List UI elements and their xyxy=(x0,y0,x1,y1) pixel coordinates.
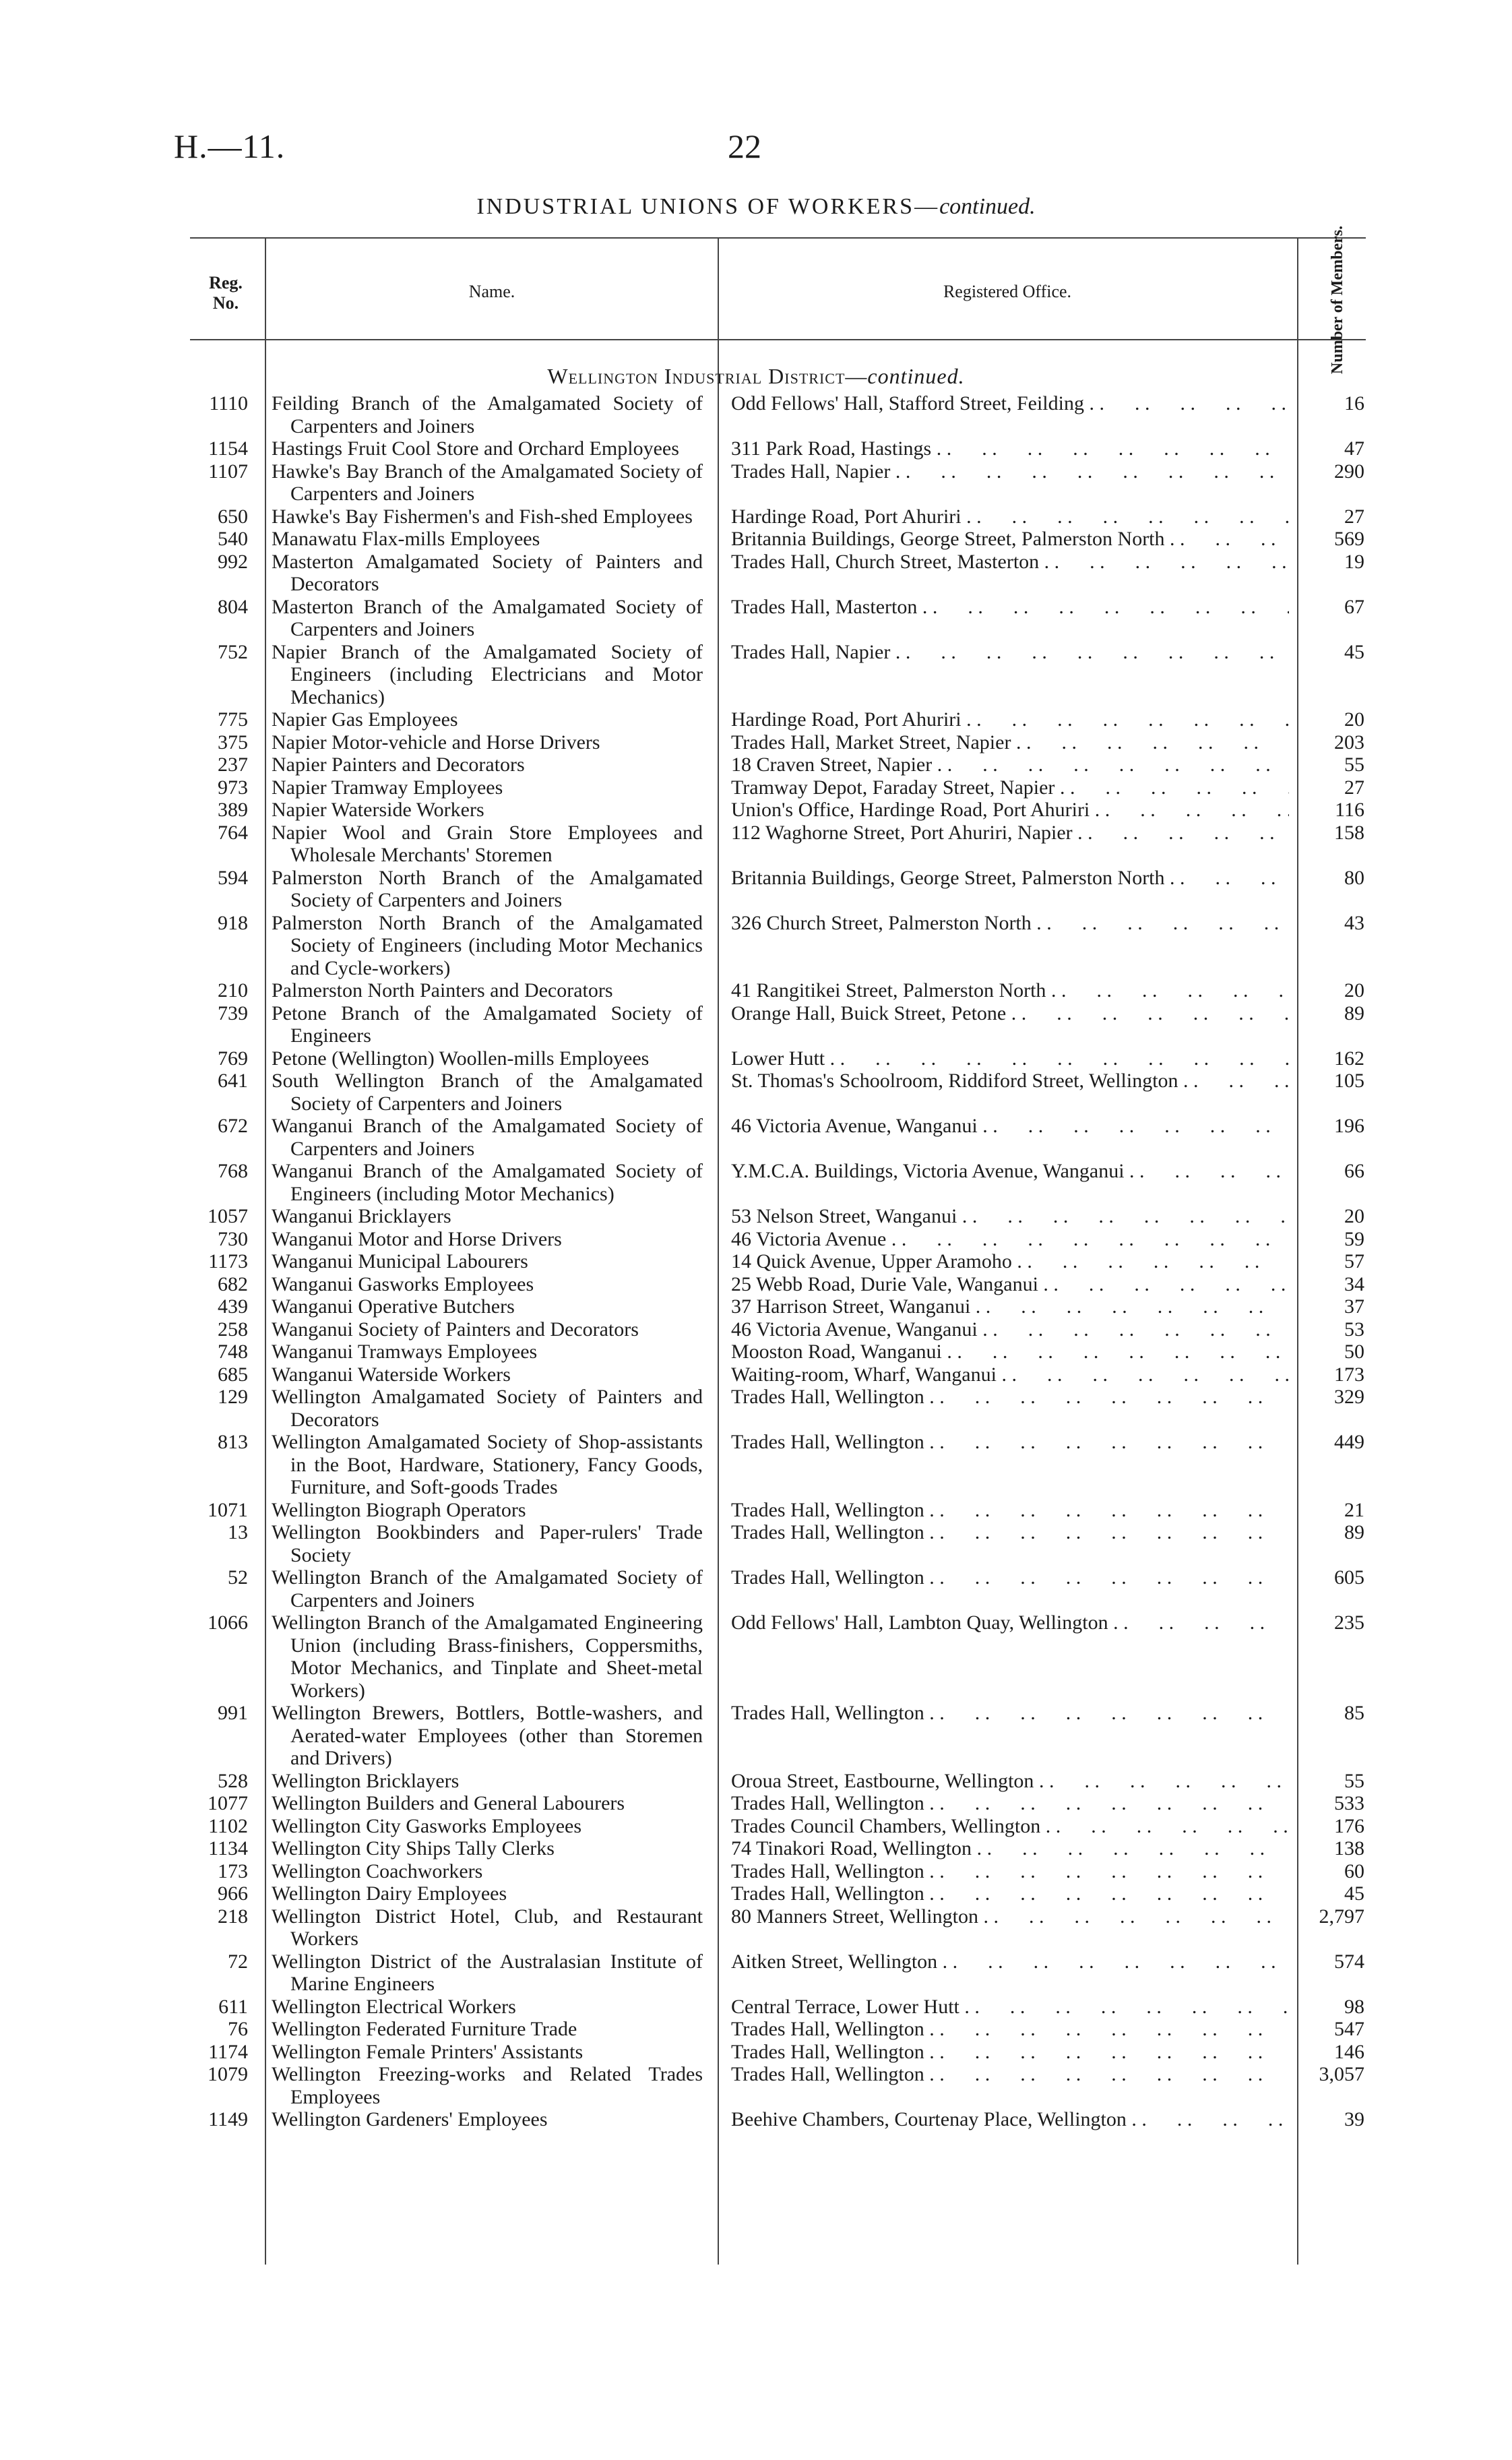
reg-number: 1174 xyxy=(208,2040,248,2063)
union-name: Wellington City Ships Tally Clerks xyxy=(272,1837,555,1859)
table-row xyxy=(0,1386,1512,1431)
reg-number: 540 xyxy=(218,528,248,550)
reg-number: 641 xyxy=(218,1070,248,1092)
registered-office: Britannia Buildings, George Street, Palmerston North . . xyxy=(731,528,1289,551)
table-row xyxy=(0,1273,1512,1296)
member-count: 290 xyxy=(1334,460,1364,483)
table-row xyxy=(0,1070,1512,1115)
member-count: 55 xyxy=(1344,1769,1364,1792)
member-count: 20 xyxy=(1344,979,1364,1002)
table-row xyxy=(0,1566,1512,1611)
union-name: Palmerston North Branch of the Amalgamated Society of Engineers (including Motor Mechanics and Cycle-workers) xyxy=(272,911,703,979)
registered-office: Orange Hall, Buick Street, Petone . . xyxy=(731,1002,1289,1025)
union-name: Wellington Amalgamated Society of Shop-assistants in the Boot, Hardware, Stationery, Fancy Goods, Furniture, and Soft-goods Trades xyxy=(272,1431,703,1498)
table-row xyxy=(0,1002,1512,1047)
union-name: Wanganui Municipal Labourers xyxy=(272,1250,528,1272)
member-count: 547 xyxy=(1334,2018,1364,2040)
table-row xyxy=(0,2108,1512,2131)
table-row xyxy=(0,1860,1512,1883)
union-name: Feilding Branch of the Amalgamated Society of Carpenters and Joiners xyxy=(272,392,703,437)
table-row xyxy=(0,1770,1512,1793)
registered-office: Trades Hall, Wellington . . xyxy=(731,1860,1289,1883)
member-count: 574 xyxy=(1334,1950,1364,1973)
table-row xyxy=(0,1702,1512,1770)
member-count: 19 xyxy=(1344,550,1364,573)
union-name: Wanganui Branch of the Amalgamated Society of Carpenters and Joiners xyxy=(272,1115,703,1160)
table-row xyxy=(0,1115,1512,1160)
table-row xyxy=(0,392,1512,437)
registered-office: Union's Office, Hardinge Road, Port Ahuriri . . xyxy=(731,799,1289,822)
member-count: 89 xyxy=(1344,1002,1364,1024)
table-row xyxy=(0,1295,1512,1318)
table-row xyxy=(0,1205,1512,1228)
registered-office: Odd Fellows' Hall, Stafford Street, Feilding . . xyxy=(731,392,1289,415)
page-number: 22 xyxy=(728,127,761,165)
union-name: Hawke's Bay Branch of the Amalgamated Society of Carpenters and Joiners xyxy=(272,460,703,505)
union-name: Wanganui Bricklayers xyxy=(272,1205,451,1227)
table-row xyxy=(0,528,1512,551)
union-name: Napier Tramway Employees xyxy=(272,776,503,799)
registered-office: 46 Victoria Avenue . . xyxy=(731,1228,1289,1251)
union-name: Wanganui Branch of the Amalgamated Society of Engineers (including Motor Mechanics) xyxy=(272,1160,703,1205)
reg-number: 813 xyxy=(218,1431,248,1453)
reg-number: 1102 xyxy=(208,1814,248,1837)
reg-number: 966 xyxy=(218,1882,248,1905)
reg-number: 210 xyxy=(218,979,248,1002)
column-header-name: Name. xyxy=(468,282,515,301)
table-row xyxy=(0,505,1512,528)
registered-office: Trades Hall, Wellington . . xyxy=(731,1882,1289,1905)
table-row xyxy=(0,1228,1512,1251)
page-reference: H.—11. xyxy=(174,127,286,165)
registered-office: Trades Hall, Wellington . . xyxy=(731,1386,1289,1409)
member-count: 34 xyxy=(1344,1272,1364,1295)
reg-number: 764 xyxy=(218,821,248,844)
member-count: 27 xyxy=(1344,776,1364,799)
table-top-rule xyxy=(190,237,1366,239)
table-row xyxy=(0,1318,1512,1341)
union-name: Napier Branch of the Amalgamated Society of Engineers (including Electricians and Motor Mechanics) xyxy=(272,640,703,708)
reg-number: 672 xyxy=(218,1115,248,1137)
union-name: Wellington Dairy Employees xyxy=(272,1882,507,1905)
table-row xyxy=(0,754,1512,776)
member-count: 449 xyxy=(1334,1431,1364,1453)
registered-office: Hardinge Road, Port Ahuriri . . xyxy=(731,708,1289,731)
member-count: 2,797 xyxy=(1319,1905,1364,1928)
registered-office: Oroua Street, Eastbourne, Wellington . . xyxy=(731,1770,1289,1793)
member-count: 533 xyxy=(1334,1792,1364,1814)
union-name: Hawke's Bay Fishermen's and Fish-shed Employees xyxy=(272,505,693,528)
member-count: 20 xyxy=(1344,1205,1364,1227)
union-name: South Wellington Branch of the Amalgamated Society of Carpenters and Joiners xyxy=(272,1070,703,1115)
member-count: 329 xyxy=(1334,1386,1364,1408)
member-count: 605 xyxy=(1334,1566,1364,1589)
registered-office: Trades Hall, Wellington . . xyxy=(731,1702,1289,1725)
registered-office: Britannia Buildings, George Street, Palmerston North . . xyxy=(731,867,1289,890)
table-row xyxy=(0,1996,1512,2019)
registered-office: Trades Hall, Napier . . xyxy=(731,460,1289,483)
table-row xyxy=(0,1499,1512,1522)
reg-number: 1077 xyxy=(208,1792,248,1814)
union-name: Petone (Wellington) Woollen-mills Employees xyxy=(272,1047,650,1070)
table-row xyxy=(0,460,1512,505)
union-name: Wellington Female Printers' Assistants xyxy=(272,2040,584,2063)
title-main: INDUSTRIAL UNIONS OF WORKERS— xyxy=(476,194,940,219)
district-heading xyxy=(0,364,1512,389)
union-name: Wanganui Operative Butchers xyxy=(272,1295,515,1318)
registered-office: Trades Hall, Wellington . . xyxy=(731,1499,1289,1522)
union-name: Wellington City Gasworks Employees xyxy=(272,1814,582,1837)
member-count: 158 xyxy=(1334,821,1364,844)
union-name: Wellington Freezing-works and Related Trades Employees xyxy=(272,2063,703,2108)
reg-number: 1071 xyxy=(208,1498,248,1521)
member-count: 66 xyxy=(1344,1160,1364,1182)
reg-number: 1107 xyxy=(208,460,248,483)
member-count: 235 xyxy=(1334,1611,1364,1634)
member-count: 39 xyxy=(1344,2108,1364,2130)
table-row xyxy=(0,1611,1512,1702)
registered-office: Trades Hall, Wellington . . xyxy=(731,2063,1289,2086)
reg-number: 594 xyxy=(218,866,248,889)
member-count: 138 xyxy=(1334,1837,1364,1859)
reg-number: 775 xyxy=(218,708,248,731)
union-name: Manawatu Flax-mills Employees xyxy=(272,528,540,550)
union-name: Masterton Branch of the Amalgamated Society of Carpenters and Joiners xyxy=(272,595,703,640)
registered-office: Mooston Road, Wanganui . . xyxy=(731,1341,1289,1363)
table-row xyxy=(0,2018,1512,2041)
member-count: 98 xyxy=(1344,1995,1364,2018)
member-count: 16 xyxy=(1344,392,1364,414)
title-continued: continued. xyxy=(939,194,1036,219)
reg-number: 258 xyxy=(218,1318,248,1341)
table-row xyxy=(0,1815,1512,1838)
registered-office: 53 Nelson Street, Wanganui . . xyxy=(731,1205,1289,1228)
registered-office: 112 Waghorne Street, Port Ahuriri, Napier . . xyxy=(731,822,1289,844)
table-row xyxy=(0,596,1512,641)
reg-number: 375 xyxy=(218,731,248,754)
table-row xyxy=(0,1431,1512,1499)
registered-office: 74 Tinakori Road, Wellington . . xyxy=(731,1837,1289,1860)
union-name: Wellington Biograph Operators xyxy=(272,1498,526,1521)
member-count: 173 xyxy=(1334,1363,1364,1386)
table-row xyxy=(0,2063,1512,2108)
member-count: 85 xyxy=(1344,1702,1364,1724)
member-count: 50 xyxy=(1344,1341,1364,1363)
registered-office: Trades Hall, Wellington . . xyxy=(731,2018,1289,2041)
registered-office: Hardinge Road, Port Ahuriri . . xyxy=(731,505,1289,528)
member-count: 59 xyxy=(1344,1227,1364,1250)
reg-number: 1134 xyxy=(208,1837,248,1859)
registered-office: 18 Craven Street, Napier . . xyxy=(731,754,1289,776)
registered-office: Central Terrace, Lower Hutt . . xyxy=(731,1996,1289,2019)
district-continued: continued. xyxy=(867,364,965,388)
union-name: Wellington Electrical Workers xyxy=(272,1995,516,2018)
reg-number: 528 xyxy=(218,1769,248,1792)
member-count: 53 xyxy=(1344,1318,1364,1341)
reg-number: 52 xyxy=(228,1566,248,1589)
reg-number: 439 xyxy=(218,1295,248,1318)
union-name: Wellington Federated Furniture Trade xyxy=(272,2018,577,2040)
registered-office: 80 Manners Street, Wellington . . xyxy=(731,1905,1289,1928)
table-row xyxy=(0,1950,1512,1996)
member-count: 67 xyxy=(1344,595,1364,618)
reg-number: 768 xyxy=(218,1160,248,1182)
reg-number: 611 xyxy=(218,1995,248,2018)
union-table-body xyxy=(0,392,1512,2131)
union-name: Wellington District of the Australasian Institute of Marine Engineers xyxy=(272,1950,703,1995)
table-row xyxy=(0,437,1512,460)
registered-office: Trades Hall, Wellington . . xyxy=(731,1566,1289,1589)
table-row xyxy=(0,2041,1512,2064)
member-count: 20 xyxy=(1344,708,1364,731)
reg-number: 1173 xyxy=(208,1250,248,1272)
registered-office: Lower Hutt . . xyxy=(731,1047,1289,1070)
page-title xyxy=(0,194,1512,220)
member-count: 43 xyxy=(1344,911,1364,934)
registered-office: 41 Rangitikei Street, Palmerston North . . xyxy=(731,979,1289,1002)
registered-office: 37 Harrison Street, Wanganui . . xyxy=(731,1295,1289,1318)
reg-number: 730 xyxy=(218,1227,248,1250)
union-name: Palmerston North Painters and Decorators xyxy=(272,979,613,1002)
union-name: Masterton Amalgamated Society of Painters and Decorators xyxy=(272,550,703,595)
registered-office: Trades Hall, Wellington . . xyxy=(731,1521,1289,1544)
table-row xyxy=(0,641,1512,709)
table-row xyxy=(0,1882,1512,1905)
member-count: 47 xyxy=(1344,437,1364,460)
registered-office: Trades Hall, Wellington . . xyxy=(731,2041,1289,2064)
reg-number: 72 xyxy=(228,1950,248,1973)
reg-number: 918 xyxy=(218,911,248,934)
registered-office: Beehive Chambers, Courtenay Place, Wellington . . xyxy=(731,2108,1289,2131)
header-bottom-rule xyxy=(190,339,1366,340)
registered-office: Waiting-room, Wharf, Wanganui . . xyxy=(731,1363,1289,1386)
union-name: Napier Wool and Grain Store Employees and Wholesale Merchants' Storemen xyxy=(272,821,703,866)
member-count: 55 xyxy=(1344,754,1364,776)
reg-number: 173 xyxy=(218,1859,248,1882)
member-count: 146 xyxy=(1334,2040,1364,2063)
union-name: Wellington Bookbinders and Paper-rulers' Trade Society xyxy=(272,1521,703,1566)
member-count: 196 xyxy=(1334,1115,1364,1137)
reg-number: 1154 xyxy=(208,437,248,460)
union-name: Wanganui Waterside Workers xyxy=(272,1363,511,1386)
registered-office: Trades Hall, Church Street, Masterton . . xyxy=(731,551,1289,574)
registered-office: Y.M.C.A. Buildings, Victoria Avenue, Wanganui . . xyxy=(731,1160,1289,1183)
registered-office: Trades Council Chambers, Wellington . . xyxy=(731,1815,1289,1838)
member-count: 57 xyxy=(1344,1250,1364,1272)
column-header-members: Number of Members. xyxy=(1329,225,1346,375)
table-row xyxy=(0,799,1512,822)
reg-number: 129 xyxy=(218,1386,248,1408)
table-row xyxy=(0,708,1512,731)
registered-office: 46 Victoria Avenue, Wanganui . . xyxy=(731,1115,1289,1138)
reg-number: 991 xyxy=(218,1702,248,1724)
registered-office: Trades Hall, Napier . . xyxy=(731,641,1289,664)
member-count: 37 xyxy=(1344,1295,1364,1318)
reg-number: 804 xyxy=(218,595,248,618)
registered-office: 311 Park Road, Hastings . . xyxy=(731,437,1289,460)
union-name: Napier Gas Employees xyxy=(272,708,458,731)
member-count: 89 xyxy=(1344,1521,1364,1543)
registered-office: Odd Fellows' Hall, Lambton Quay, Wellington . . xyxy=(731,1611,1289,1634)
union-name: Wellington Branch of the Amalgamated Engineering Union (including Brass-finishers, Coppersmiths, Motor Mechanics, and Tinplate and Sheet-metal Workers) xyxy=(272,1611,703,1702)
union-name: Wanganui Society of Painters and Decorators xyxy=(272,1318,639,1341)
union-name: Wellington District Hotel, Club, and Restaurant Workers xyxy=(272,1905,703,1950)
reg-number: 1079 xyxy=(208,2063,248,2085)
member-count: 60 xyxy=(1344,1859,1364,1882)
registered-office: Trades Hall, Masterton . . xyxy=(731,596,1289,619)
union-name: Wellington Bricklayers xyxy=(272,1769,460,1792)
registered-office: 14 Quick Avenue, Upper Aramoho . . xyxy=(731,1250,1289,1273)
table-row xyxy=(0,1363,1512,1386)
union-name: Napier Waterside Workers xyxy=(272,799,484,821)
member-count: 116 xyxy=(1335,799,1364,821)
registered-office: St. Thomas's Schoolroom, Riddiford Street, Wellington . . xyxy=(731,1070,1289,1093)
union-name: Wanganui Motor and Horse Drivers xyxy=(272,1227,562,1250)
registered-office: Trades Hall, Wellington . . xyxy=(731,1431,1289,1454)
member-count: 203 xyxy=(1334,731,1364,754)
member-count: 45 xyxy=(1344,640,1364,663)
table-row xyxy=(0,1905,1512,1950)
table-row xyxy=(0,1837,1512,1860)
table-row xyxy=(0,822,1512,867)
member-count: 45 xyxy=(1344,1882,1364,1905)
reg-number: 685 xyxy=(218,1363,248,1386)
member-count: 27 xyxy=(1344,505,1364,528)
member-count: 3,057 xyxy=(1319,2063,1364,2085)
registered-office: Trades Hall, Wellington . . xyxy=(731,1792,1289,1815)
union-name: Wellington Coachworkers xyxy=(272,1859,483,1882)
union-name: Petone Branch of the Amalgamated Society of Engineers xyxy=(272,1002,703,1047)
table-row xyxy=(0,1047,1512,1070)
reg-number: 769 xyxy=(218,1047,248,1070)
registered-office: 25 Webb Road, Durie Vale, Wanganui . . xyxy=(731,1273,1289,1296)
district-name: Wellington Industrial District— xyxy=(547,364,868,388)
union-name: Wellington Branch of the Amalgamated Society of Carpenters and Joiners xyxy=(272,1566,703,1611)
reg-number: 1110 xyxy=(209,392,248,414)
table-row xyxy=(0,731,1512,754)
registered-office: Aitken Street, Wellington . . xyxy=(731,1950,1289,1973)
table-row xyxy=(0,1792,1512,1815)
reg-number: 389 xyxy=(218,799,248,821)
reg-number: 13 xyxy=(228,1521,248,1543)
table-row xyxy=(0,776,1512,799)
member-count: 176 xyxy=(1334,1814,1364,1837)
reg-number: 682 xyxy=(218,1272,248,1295)
union-name: Wanganui Tramways Employees xyxy=(272,1341,538,1363)
table-row xyxy=(0,1341,1512,1363)
registered-office: Tramway Depot, Faraday Street, Napier . . xyxy=(731,776,1289,799)
reg-number: 76 xyxy=(228,2018,248,2040)
registered-office: Trades Hall, Market Street, Napier . . xyxy=(731,731,1289,754)
union-name: Hastings Fruit Cool Store and Orchard Employees xyxy=(272,437,679,460)
reg-number: 650 xyxy=(218,505,248,528)
registered-office: 326 Church Street, Palmerston North . . xyxy=(731,912,1289,935)
member-count: 80 xyxy=(1344,866,1364,889)
union-name: Napier Painters and Decorators xyxy=(272,754,525,776)
member-count: 21 xyxy=(1344,1498,1364,1521)
union-name: Napier Motor-vehicle and Horse Drivers xyxy=(272,731,600,754)
reg-number: 752 xyxy=(218,640,248,663)
member-count: 569 xyxy=(1334,528,1364,550)
union-name: Wellington Amalgamated Society of Painters and Decorators xyxy=(272,1386,703,1431)
member-count: 162 xyxy=(1334,1047,1364,1070)
registered-office: 46 Victoria Avenue, Wanganui . . xyxy=(731,1318,1289,1341)
reg-number: 973 xyxy=(218,776,248,799)
reg-number: 218 xyxy=(218,1905,248,1928)
table-row xyxy=(0,551,1512,596)
table-row xyxy=(0,1160,1512,1205)
reg-number: 992 xyxy=(218,550,248,573)
union-name: Palmerston North Branch of the Amalgamated Society of Carpenters and Joiners xyxy=(272,866,703,911)
reg-number: 1066 xyxy=(208,1611,248,1634)
table-row xyxy=(0,1250,1512,1273)
table-row xyxy=(0,912,1512,980)
table-row xyxy=(0,867,1512,912)
reg-number: 1057 xyxy=(208,1205,248,1227)
union-name: Wellington Brewers, Bottlers, Bottle-washers, and Aerated-water Employees (other than Storemen and Drivers) xyxy=(272,1702,703,1769)
reg-number: 748 xyxy=(218,1341,248,1363)
union-name: Wanganui Gasworks Employees xyxy=(272,1272,534,1295)
member-count: 105 xyxy=(1334,1070,1364,1092)
table-row xyxy=(0,1521,1512,1566)
column-header-office: Registered Office. xyxy=(943,282,1072,301)
union-name: Wellington Builders and General Labourers xyxy=(272,1792,625,1814)
reg-number: 237 xyxy=(218,754,248,776)
reg-number: 739 xyxy=(218,1002,248,1024)
union-name: Wellington Gardeners' Employees xyxy=(272,2108,548,2130)
table-row xyxy=(0,979,1512,1002)
reg-number: 1149 xyxy=(208,2108,248,2130)
column-header-reg: Reg. No. xyxy=(209,273,243,313)
